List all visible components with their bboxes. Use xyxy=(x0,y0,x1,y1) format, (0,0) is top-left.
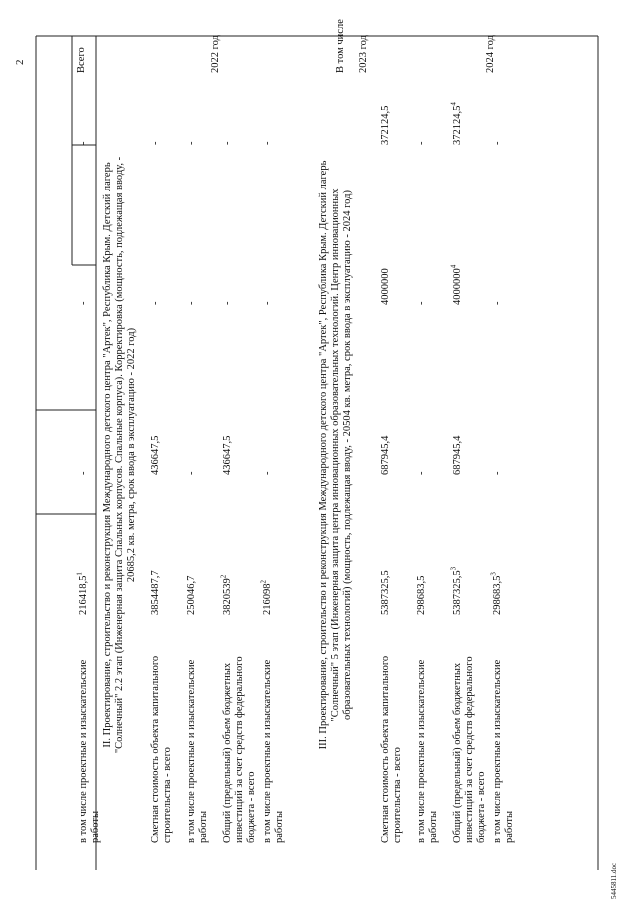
row-total xyxy=(259,580,274,615)
row-total-footnote: 3 xyxy=(449,566,458,571)
row-y2023 xyxy=(449,264,464,305)
row-y2022 xyxy=(452,436,464,475)
row-total-value: 5387325,5 xyxy=(452,570,463,615)
row-total xyxy=(416,576,428,615)
row-y2023-value: 4000000 xyxy=(452,268,463,305)
row-y2023-value: - xyxy=(222,301,233,305)
row-y2024 xyxy=(262,142,274,146)
row-label: в том числе проектные и изыскательские работы xyxy=(416,659,439,843)
row-y2022-value: 687945,4 xyxy=(452,435,463,475)
row-y2024 xyxy=(380,106,392,145)
header-year-2023: 2023 год xyxy=(358,35,369,73)
row-label: Общий (предельный) объем бюджетных инвестиций за счет средств федерального бюджета - всего xyxy=(452,656,487,843)
row-y2022 xyxy=(78,472,90,476)
row-label: Общий (предельный) объем бюджетных инвестиций за счет средств федерального бюджета - всего xyxy=(222,656,257,843)
section-title-iii: III. Проектирование, строительство и реконструкция Международного детского центра "Артек", Республика Крым. Детский лагерь "Солнечный" 5 этап (Инженерная защита центра инновационных образовательных технологий. Центр инновационных образовательных технологий) (мощность, подлежащая вводу, - 20504 кв. метра, срок ввода в эксплуатацию - 2024 год) xyxy=(318,160,353,750)
row-y2022-value: - xyxy=(416,471,427,475)
row-y2024 xyxy=(150,142,162,146)
row-y2022 xyxy=(150,436,162,475)
row-y2022 xyxy=(222,436,234,475)
row-total-value: 3854487,7 xyxy=(150,570,161,615)
row-y2024-value: - xyxy=(416,141,427,145)
row-y2023 xyxy=(78,302,90,306)
row-label: в том числе проектные и изыскательские работы xyxy=(492,659,515,843)
row-y2023 xyxy=(222,302,234,306)
row-y2022-value: - xyxy=(186,471,197,475)
row-y2022-value: - xyxy=(492,471,503,475)
row-y2023-value: - xyxy=(186,301,197,305)
row-total-value: 298683,5 xyxy=(416,575,427,615)
row-y2024-value: - xyxy=(150,141,161,145)
row-y2024 xyxy=(78,142,90,146)
row-y2022-value: 436647,5 xyxy=(150,435,161,475)
row-y2023 xyxy=(262,302,274,306)
row-y2024 xyxy=(222,142,234,146)
row-y2024-value: - xyxy=(186,141,197,145)
row-y2023-value: 4000000 xyxy=(380,268,391,305)
row-y2024-value: - xyxy=(492,141,503,145)
row-total xyxy=(150,570,162,615)
row-y2024 xyxy=(492,142,504,146)
row-total-value: 298683,5 xyxy=(492,575,503,615)
row-y2023-value: - xyxy=(416,301,427,305)
row-y2022-value: 687945,4 xyxy=(380,435,391,475)
row-y2024-value: 372124,5 xyxy=(452,105,463,145)
row-y2022 xyxy=(492,472,504,476)
header-year-2022: 2022 год xyxy=(210,35,221,73)
row-label: Сметная стоимость объекта капитального строительства - всего xyxy=(380,655,403,843)
row-total xyxy=(449,566,464,615)
row-label: в том числе проектные и изыскательские работы xyxy=(78,659,101,843)
row-y2023 xyxy=(186,302,198,306)
row-total-value: 216418,5 xyxy=(78,575,89,615)
row-label: в том числе проектные и изыскательские работы xyxy=(186,659,209,843)
row-y2023 xyxy=(150,302,162,306)
header-including: В том числе xyxy=(335,19,346,73)
row-y2023-value: - xyxy=(492,301,503,305)
row-y2024 xyxy=(186,142,198,146)
row-total xyxy=(186,576,198,615)
row-total xyxy=(219,574,234,615)
row-y2023-value: - xyxy=(262,301,273,305)
row-total-footnote: 1 xyxy=(75,572,84,576)
row-y2024 xyxy=(416,142,428,146)
row-y2024-footnote: 4 xyxy=(449,102,458,106)
row-y2023 xyxy=(380,268,392,305)
page-number: 2 xyxy=(14,59,26,65)
row-total xyxy=(489,572,504,615)
row-y2022 xyxy=(262,472,274,476)
row-y2022-value: - xyxy=(262,471,273,475)
row-y2022 xyxy=(416,472,428,476)
row-y2023-footnote: 4 xyxy=(449,264,458,269)
row-total-value: 250046,7 xyxy=(186,575,197,615)
row-label: в том числе проектные и изыскательские работы xyxy=(262,659,285,843)
section-title-ii: II. Проектирование, строительство и реконструкция Международного детского центра "Артек", Республика Крым. Детский лагерь "Солнечный" 2.2 этап (Инженерная защита Спальных корпусов. Спальные корпуса). Корректировка (мощность, подлежащая вводу, - 20685,2 кв. метра, срок ввода в эксплуатацию - 2022 год) xyxy=(102,156,137,754)
row-y2024-value: - xyxy=(222,141,233,145)
row-total-footnote: 2 xyxy=(219,574,228,579)
row-total-footnote: 2 xyxy=(259,580,268,584)
row-y2024-value: - xyxy=(78,141,89,145)
header-total: Всего xyxy=(76,47,87,73)
row-label: Сметная стоимость объекта капитального строительства - всего xyxy=(150,655,173,843)
row-total xyxy=(380,570,392,615)
doc-reference: 5445811.doc xyxy=(610,862,618,899)
row-total-footnote: 3 xyxy=(489,572,498,576)
row-y2023 xyxy=(416,302,428,306)
row-y2024 xyxy=(449,102,464,145)
row-y2022 xyxy=(186,472,198,476)
row-total-value: 3820539 xyxy=(222,578,233,615)
row-total-value: 216098 xyxy=(262,583,273,615)
row-y2023 xyxy=(492,302,504,306)
row-total-value: 5387325,5 xyxy=(380,570,391,615)
row-y2022 xyxy=(380,436,392,475)
row-total xyxy=(75,572,90,615)
row-y2024-value: 372124,5 xyxy=(380,105,391,145)
row-y2022-value: - xyxy=(78,471,89,475)
header-year-2024: 2024 год xyxy=(485,35,496,73)
row-y2023-value: - xyxy=(78,301,89,305)
row-y2022-value: 436647,5 xyxy=(222,435,233,475)
row-y2023-value: - xyxy=(150,301,161,305)
row-y2024-value: - xyxy=(262,141,273,145)
